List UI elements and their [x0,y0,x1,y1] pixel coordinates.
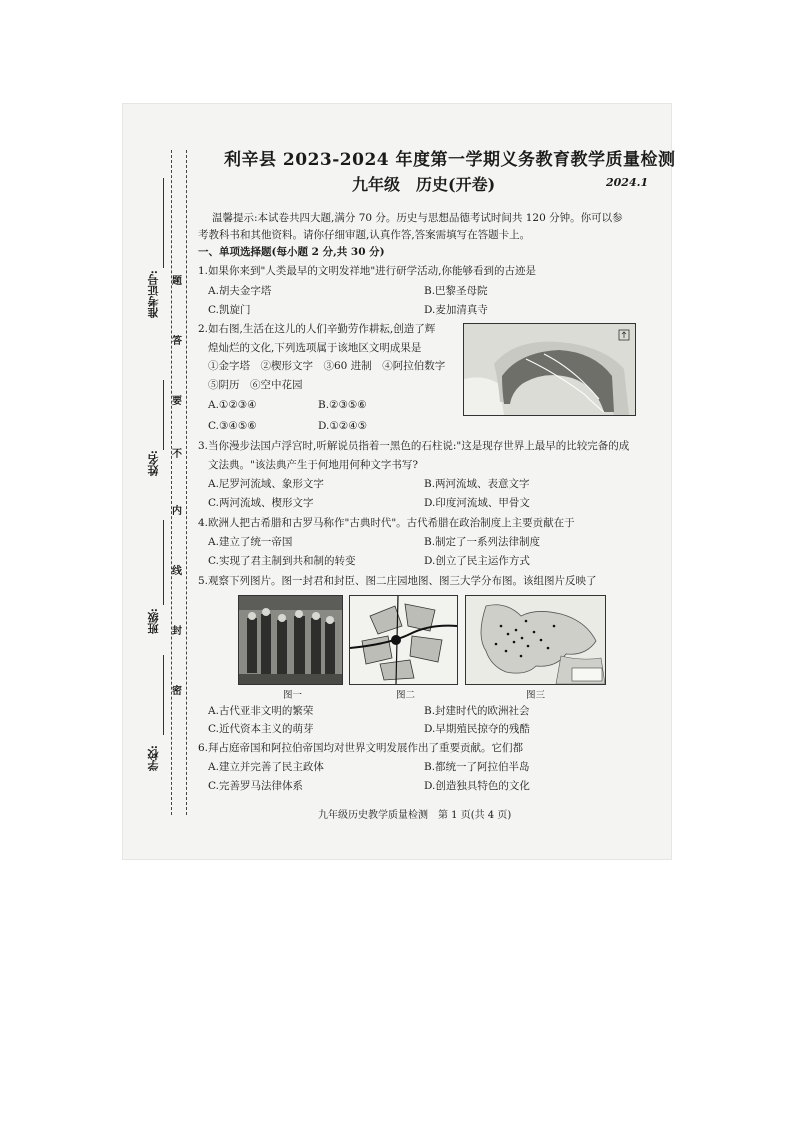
figure-2-manor-map [349,595,458,685]
figure-1-caption: 图一 [283,690,303,701]
binding-line-outer [186,150,187,815]
q3-line1: 3.当你漫步法国卢浮宫时,听解说员指着一黑色的石柱说:"这是现存世界上最早的比较完备的成 [198,440,630,452]
admission-label: 准考证号: [147,270,160,319]
q4-stem: 4.欧洲人把古希腊和古罗马称作"古典时代"。古代希腊在政治制度上主要贡献在于 [198,517,575,529]
section-heading: 一、单项选择题(每小题 2 分,共 30 分) [198,246,385,258]
seal-char: 内 [172,506,182,517]
seal-char: 密 [172,686,182,697]
q5-option-b[interactable]: B.封建时代的欧洲社会 [424,705,530,717]
q4-option-c[interactable]: C.实现了君主制到共和制的转变 [208,555,356,567]
q3-option-d[interactable]: D.印度河流域、甲骨文 [424,497,530,509]
fertile-crescent-map [463,323,636,416]
q6-option-c[interactable]: C.完善罗马法律体系 [208,780,303,792]
q6-option-a[interactable]: A.建立并完善了民主政体 [208,761,324,773]
seal-char: 要 [172,396,182,407]
q2-option-a[interactable]: A.①②③④ [208,399,257,411]
exam-date: 2024.1 [606,176,649,189]
seal-char: 题 [172,276,182,287]
q2-line1: 2.如右图,生活在这儿的人们辛勤劳作耕耘,创造了辉 [198,323,436,335]
school-label: 学校: [147,745,160,772]
q1-option-d[interactable]: D.麦加清真寺 [424,304,488,316]
q2-option-c[interactable]: C.③④⑤⑥ [208,420,257,432]
fertile-crescent-map-drawing [464,324,635,415]
figure-1-lord-vassal [238,595,343,685]
figure-2-caption: 图二 [396,690,416,701]
q6-option-d[interactable]: D.创造独具特色的文化 [424,780,530,792]
page-footer: 九年级历史教学质量检测 第 1 页(共 4 页) [318,810,512,821]
q2-line2: 煌灿烂的文化,下列选项属于该地区文明成果是 [208,342,422,354]
q5-option-d[interactable]: D.早期殖民掠夺的残酷 [424,723,530,735]
seal-char: 不 [172,449,182,460]
q3-option-c[interactable]: C.两河流域、楔形文字 [208,497,314,509]
figure-3-drawing [466,596,605,684]
exam-title: 利辛县 2023-2024 年度第一学期义务教育教学质量检测 [224,150,676,170]
class-underline [163,520,164,605]
seal-char: 封 [172,626,182,637]
figure-3-caption: 图三 [526,690,546,701]
q2-line4: ⑤阴历 ⑥空中花园 [208,379,303,391]
q4-option-b[interactable]: B.制定了一系列法律制度 [424,536,541,548]
q3-line2: 文法典。"该法典产生于何地用何种文字书写? [208,459,418,471]
q6-stem: 6.拜占庭帝国和阿拉伯帝国均对世界文明发展作出了重要贡献。它们都 [198,742,524,754]
notice-line2: 考教科书和其他资料。请你仔细审题,认真作答,答案需填写在答题卡上。 [198,229,531,241]
q2-option-b[interactable]: B.②③⑤⑥ [318,399,367,411]
q5-stem: 5.观察下列图片。图一封君和封臣、图二庄园地图、图三大学分布图。该组图片反映了 [198,575,597,587]
exam-subtitle: 九年级 历史(开卷) [352,175,496,194]
q4-option-a[interactable]: A.建立了统一帝国 [208,536,293,548]
name-underline [163,380,164,450]
q5-option-c[interactable]: C.近代资本主义的萌芽 [208,723,314,735]
figure-2-drawing [350,596,457,684]
q1-option-a[interactable]: A.胡夫金字塔 [208,285,272,297]
q3-option-a[interactable]: A.尼罗河流域、象形文字 [208,478,324,490]
q1-stem: 1.如果你来到"人类最早的文明发祥地"进行研学活动,你能够看到的古迹是 [198,265,537,277]
figure-3-university-map [465,595,606,685]
q6-option-b[interactable]: B.都统一了阿拉伯半岛 [424,761,530,773]
seal-char: 线 [172,566,182,577]
q3-option-b[interactable]: B.两河流域、表意文字 [424,478,530,490]
q2-option-d[interactable]: D.①②④⑤ [318,420,368,432]
seal-char: 答 [172,336,182,347]
school-underline [163,655,164,735]
binding-line-inner [171,150,172,815]
q4-option-d[interactable]: D.创立了民主运作方式 [424,555,530,567]
notice-line1: 温馨提示:本试卷共四大题,满分 70 分。历史与思想品德考试时间共 120 分钟。你可以参 [212,212,623,224]
q5-option-a[interactable]: A.古代亚非文明的繁荣 [208,705,314,717]
name-label: 姓名: [147,450,160,477]
figure-1-drawing [239,596,342,684]
q1-option-c[interactable]: C.凯旋门 [208,304,251,316]
admission-underline [163,178,164,268]
q2-line3: ①金字塔 ②楔形文字 ③60 进制 ④阿拉伯数字 [208,360,446,372]
class-label: 班级: [147,608,160,635]
q1-option-b[interactable]: B.巴黎圣母院 [424,285,488,297]
